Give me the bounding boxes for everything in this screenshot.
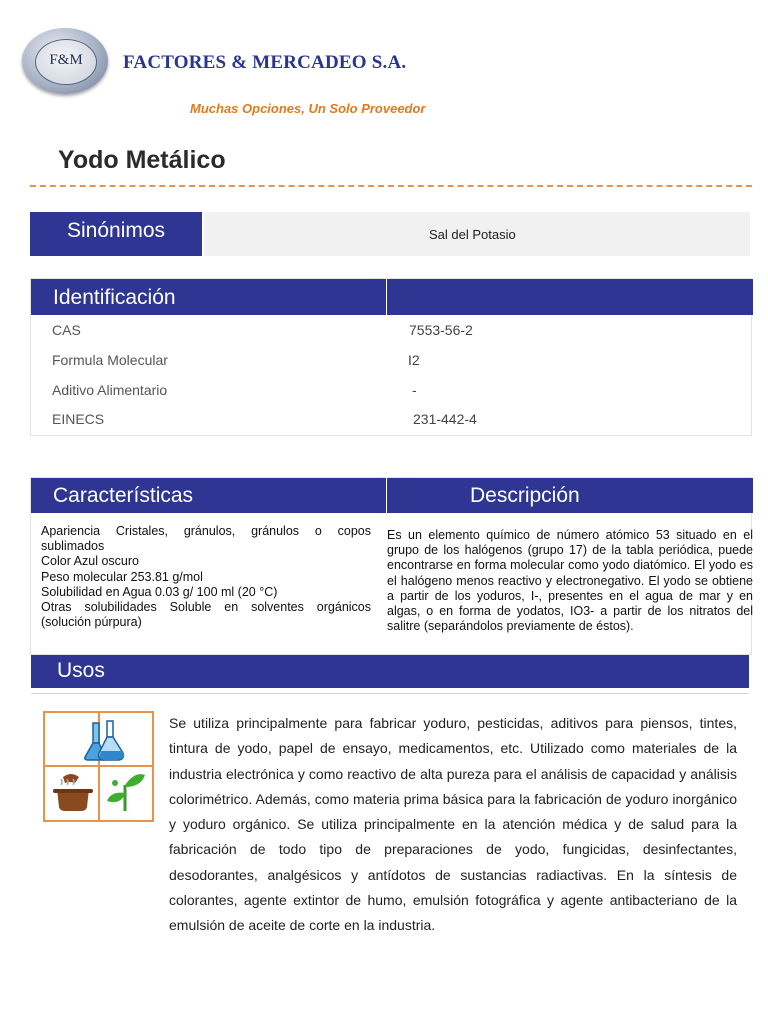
row-key: Formula Molecular: [52, 352, 168, 368]
descripcion-header: [387, 478, 753, 513]
usos-heading: Usos: [57, 659, 105, 682]
identificacion-table: [30, 278, 752, 436]
cooking-pot-icon: [53, 774, 93, 811]
caracteristicas-heading: Características: [53, 484, 194, 507]
uses-icons-svg: [45, 713, 152, 820]
list-item: Apariencia Cristales, gránulos, gránulos o copos sublimados: [41, 524, 371, 554]
list-item: Solubilidad en Agua 0.03 g/ 100 ml (20 °C): [41, 584, 278, 599]
company-logo: [22, 28, 112, 96]
company-slogan: Muchas Opciones, Un Solo Proveedor: [190, 101, 426, 116]
uses-icon-grid: [43, 711, 154, 822]
row-key: CAS: [52, 322, 81, 338]
caracteristicas-header: [31, 478, 386, 513]
list-item: Otras solubilidades Soluble en solventes orgánicos (solución púrpura): [41, 600, 371, 630]
list-item: Color Azul oscuro: [41, 554, 139, 569]
flask-icon: [85, 721, 124, 760]
row-value: -: [412, 382, 417, 398]
row-key: Aditivo Alimentario: [52, 382, 168, 398]
usos-text: Se utiliza principalmente para fabricar yoduro, pesticidas, aditivos para piensos, tintes, tintura de yodo, papel de ensayo, medicamentos, etc. Utilizado como materiales de la industria electrónica y como reactivo de alta pureza para el análisis de capacidad y análisis colorimétrico. Además, como materia prima básica para la fabricación de yoduro inorgánico y yoduro orgánico. Se utiliza principalmente en la atención médica y de salud para la fabricación de todo tipo de preparaciones de yodo, fungicidas, desinfectantes, desodorantes, analgésicos y antídotos de sustancias radiactivas. En la síntesis de colorantes, agente extintor de humo, emulsión fotográfica y agente antibacteriano de la emulsión de aceite de corte en la industria.: [169, 715, 737, 934]
sinonimos-value: Sal del Potasio: [429, 227, 516, 242]
plant-sprout-icon: [107, 774, 145, 811]
product-title: Yodo Metálico: [58, 146, 226, 174]
sinonimos-value-cell: [204, 212, 750, 256]
table-row: [31, 376, 751, 406]
table-row: [31, 405, 751, 435]
row-key: EINECS: [52, 411, 105, 427]
identificacion-header-blank: [387, 279, 753, 315]
descripcion-text: Es un elemento químico de número atómico 53 situado en el grupo de los halógenos (grupo 17) de la tabla periódica, puede encontrarse en forma molecular como yodo diatómico. El yodo es el halógeno menos reactivo y electronegativo. El yodo se obtiene a partir de los yoduros, I-, presentes en el agua de mar y en algas, o en forma de yodatos, IO3- a partir de los nitratos del salitre (separándolos previamente de éstos).: [387, 528, 753, 634]
descripcion-heading: Descripción: [470, 484, 580, 507]
company-name: FACTORES & MERCADEO S.A.: [123, 52, 407, 73]
sinonimos-header: [30, 212, 202, 256]
caracteristicas-list: [41, 524, 371, 630]
logo-text: F&M: [49, 52, 83, 68]
row-value: 231-442-4: [413, 411, 477, 427]
list-item: Peso molecular 253.81 g/mol: [41, 569, 203, 584]
identificacion-header: [31, 279, 386, 315]
usos-divider: [31, 693, 749, 694]
row-value: I2: [408, 352, 420, 368]
sinonimos-heading: Sinónimos: [67, 219, 166, 242]
table-row: [31, 316, 751, 346]
table-row: [31, 346, 751, 376]
row-value: 7553-56-2: [409, 322, 473, 338]
caracteristicas-table: [30, 477, 752, 655]
identificacion-heading: Identificación: [53, 286, 176, 309]
usos-header: [31, 655, 749, 688]
logo-seal-inner: [35, 39, 97, 85]
title-divider: [30, 185, 752, 187]
